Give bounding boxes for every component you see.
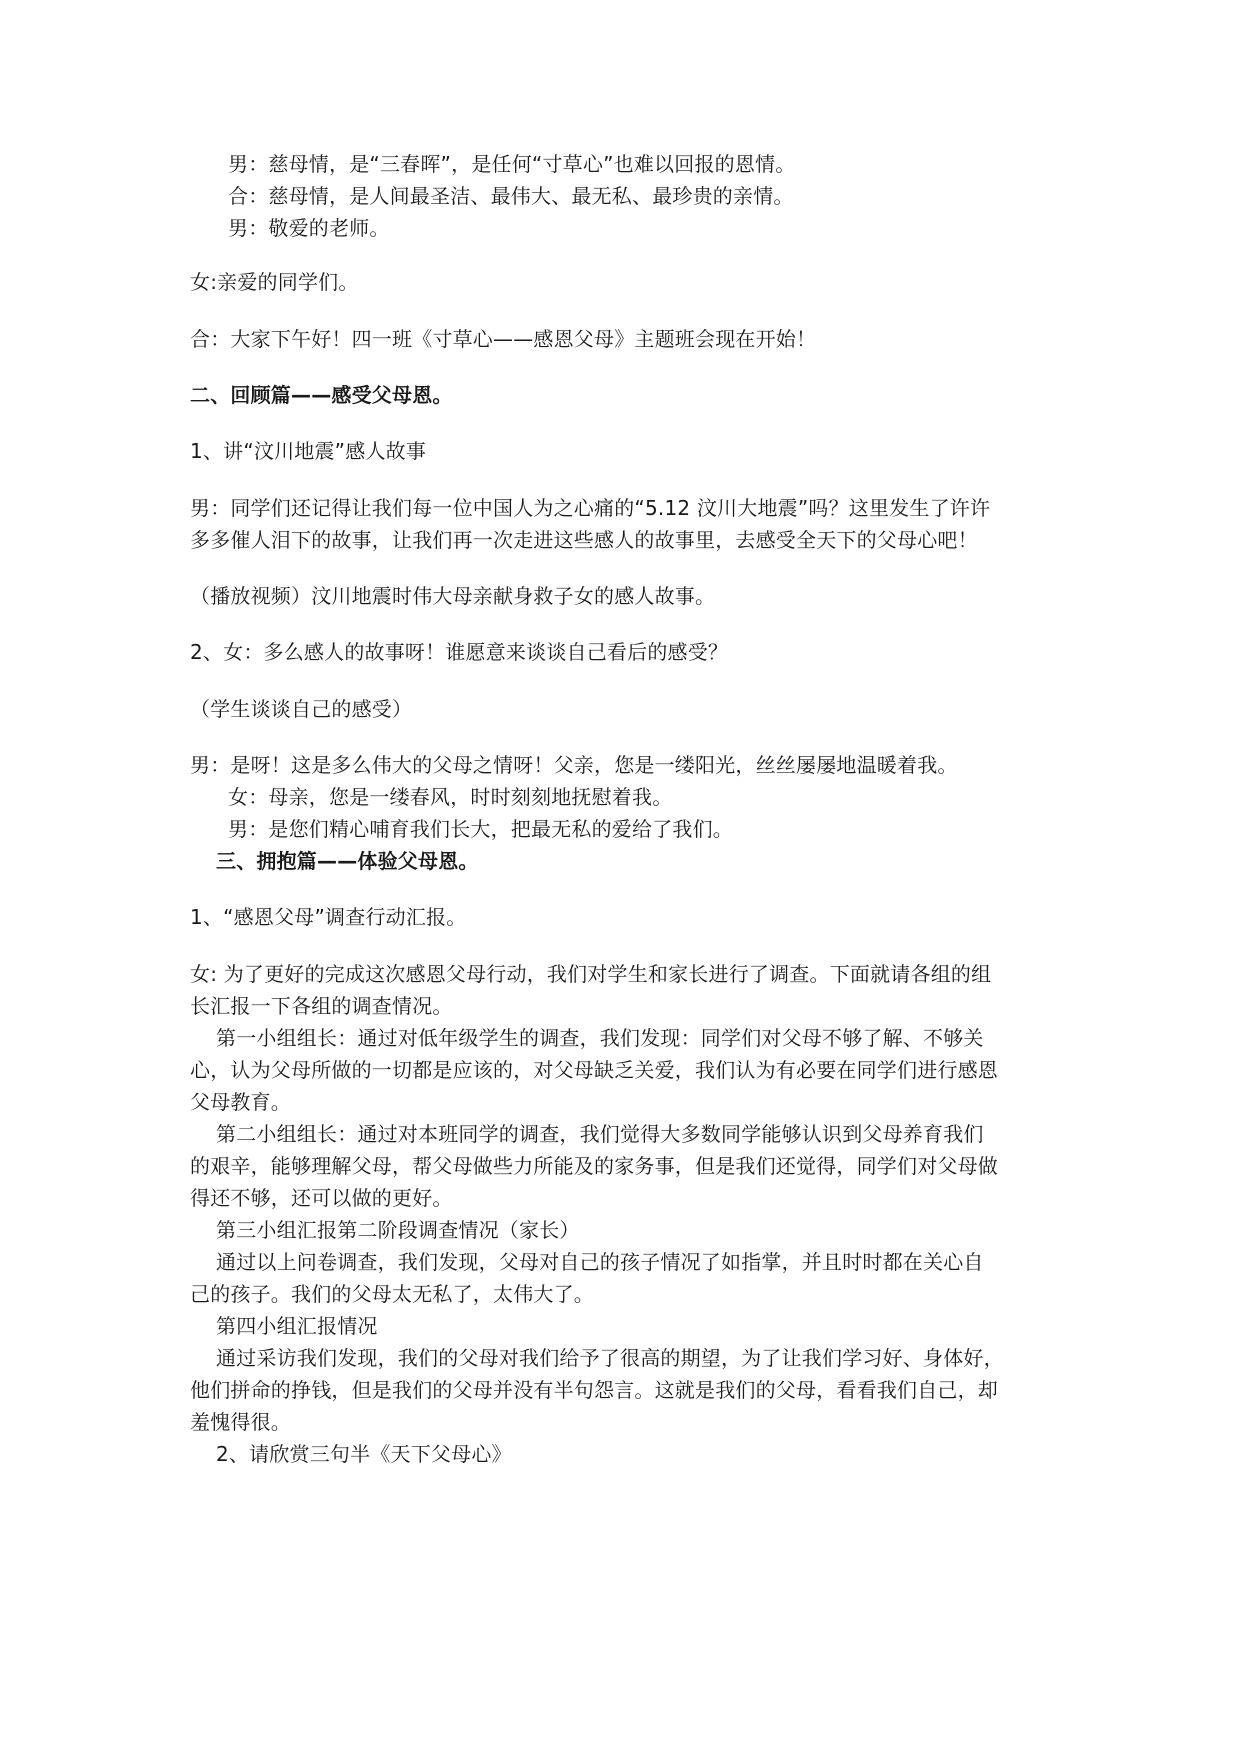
line-7: 1、讲“汶川地震”感人故事 bbox=[190, 439, 427, 463]
line-11: 2、女：多么感人的故事呀！谁愿意来谈谈自己看后的感受？ bbox=[190, 640, 729, 664]
line-25: 得还不够，还可以做的更好。 bbox=[190, 1186, 453, 1210]
line-31: 他们拼命的挣钱，但是我们的父母并没有半句怨言。这就是我们的父母，看看我们自己，却 bbox=[190, 1378, 998, 1402]
line-1: 男：慈母情，是“三春晖”，是任何“寸草心”也难以回报的恩情。 bbox=[228, 152, 796, 176]
line-29: 第四小组汇报情况 bbox=[216, 1314, 378, 1338]
line-20: 第一小组组长：通过对低年级学生的调查，我们发现：同学们对父母不够了解、不够关 bbox=[216, 1026, 984, 1050]
line-33: 2、请欣赏三句半《天下父母心》 bbox=[216, 1442, 512, 1466]
line-18: 女: 为了更好的完成这次感恩父母行动，我们对学生和家长进行了调查。下面就请各组的组 bbox=[190, 962, 992, 986]
section-heading-3: 三、拥抱篇——体验父母恩。 bbox=[216, 849, 479, 873]
line-5: 合：大家下午好！四一班《寸草心——感恩父母》主题班会现在开始！ bbox=[190, 327, 817, 351]
line-23: 第二小组组长：通过对本班同学的调查，我们觉得大多数同学能够认识到父母养育我们 bbox=[216, 1122, 984, 1146]
line-22: 父母教育。 bbox=[190, 1090, 291, 1114]
line-14: 女：母亲，您是一缕春风，时时刻刻地抚慰着我。 bbox=[228, 785, 673, 809]
line-24: 的艰辛，能够理解父母，帮父母做些力所能及的家务事，但是我们还觉得，同学们对父母做 bbox=[190, 1154, 998, 1178]
line-28: 己的孩子。我们的父母太无私了，太伟大了。 bbox=[190, 1282, 594, 1306]
line-32: 羞愧得很。 bbox=[190, 1410, 291, 1434]
line-10: （播放视频）汶川地震时伟大母亲献身救子女的感人故事。 bbox=[190, 584, 716, 608]
line-26: 第三小组汇报第二阶段调查情况（家长） bbox=[216, 1218, 580, 1242]
line-19: 长汇报一下各组的调查情况。 bbox=[190, 994, 453, 1018]
line-3: 男：敬爱的老师。 bbox=[228, 216, 390, 240]
line-8: 男：同学们还记得让我们每一位中国人为之心痛的“5.12 汶川大地震”吗？这里发生了许许 bbox=[190, 496, 991, 520]
section-heading-2: 二、回顾篇——感受父母恩。 bbox=[190, 383, 453, 407]
line-17: 1、“感恩父母”调查行动汇报。 bbox=[190, 905, 467, 929]
line-4: 女:亲爱的同学们。 bbox=[190, 270, 359, 294]
line-2: 合：慈母情，是人间最圣洁、最伟大、最无私、最珍贵的亲情。 bbox=[228, 184, 794, 208]
line-15: 男：是您们精心哺育我们长大，把最无私的爱给了我们。 bbox=[228, 817, 733, 841]
line-12: （学生谈谈自己的感受） bbox=[190, 697, 413, 721]
line-30: 通过采访我们发现，我们的父母对我们给予了很高的期望，为了让我们学习好、身体好， bbox=[216, 1346, 1004, 1370]
line-9: 多多催人泪下的故事，让我们再一次走进这些感人的故事里，去感受全天下的父母心吧！ bbox=[190, 528, 978, 552]
line-27: 通过以上问卷调查，我们发现，父母对自己的孩子情况了如指掌，并且时时都在关心自 bbox=[216, 1250, 984, 1274]
line-21: 心，认为父母所做的一切都是应该的，对父母缺乏关爱，我们认为有必要在同学们进行感恩 bbox=[190, 1058, 998, 1082]
line-13: 男：是呀！这是多么伟大的父母之情呀！父亲，您是一缕阳光，丝丝屡屡地温暖着我。 bbox=[190, 753, 958, 777]
